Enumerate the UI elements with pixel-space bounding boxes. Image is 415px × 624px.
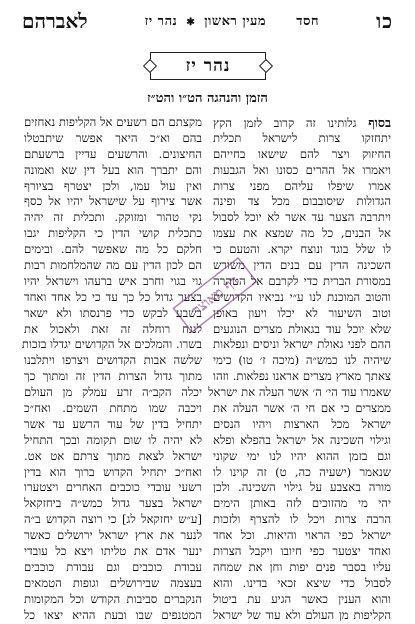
text-line: בהם וא״כ היאך אפשר שיתבטלו (24, 130, 202, 145)
text-line: שנאמר (ישעיה כה, ט) זה קוינו לו (213, 464, 391, 479)
text-line: והוא הענין כאשר הגיע עת ביטול (213, 591, 391, 606)
text-line: נקי טהור ומזוקק. ותכלית זה יהיה (24, 210, 202, 225)
text-line: מקצתם הם רשעים אל הקליפות נאחזים (24, 115, 202, 129)
text-line: אל הבנים, כל מה שמצא את עצמו (213, 226, 391, 241)
text-line: ואח״כ יתחיל הקדוש ברוך הוא בדין (24, 464, 202, 479)
text-line: מורה באצבע על גילוי השכינה. ולכן (213, 480, 391, 495)
text-line: [ע״ש יחזקאל לג] כי רוצה הקדוש ב״ה (24, 512, 202, 527)
chapter-title-frame (150, 52, 266, 80)
text-line: המטנפים שבו ובעת ההיא יצאו כל (24, 607, 202, 622)
text-line: יכלה הקב״ה זרע עמלק מן העולם (24, 385, 202, 400)
text-line: אשר צירוף על שישראל יהיו אל כסף (24, 194, 202, 209)
running-title-chapter: נהר יז (144, 14, 178, 29)
lead-word: בסוף (368, 115, 392, 130)
text-line: בעצמה שבירושלים וגופות הטמאים (24, 575, 202, 590)
text-line: ממצרים כי אם חי ה׳ אשר העלה את (213, 401, 391, 416)
text-line: שלשה אבות הקדושים ויצרפו ויתלבנו (24, 353, 202, 368)
text-line: עליו בסבר פנים יפות וחן את שמחה (213, 559, 391, 574)
text-line: ישראל לצאת מתוך צרתם אט אט. (24, 448, 202, 463)
text-line: יתחזקו צרות לישראל תכלית (213, 130, 391, 145)
text-line: ויכבה שמו מתחת השמים. ואח״כ (24, 401, 202, 416)
left-column (21, 115, 202, 622)
text-line: ואחד יצטער כפי חיובו ויקבל הצרות (213, 544, 391, 559)
text-line: וגם בזמן ההוא יהיו לנו ימי שקוני (213, 448, 391, 463)
text-line: וטוב השיעור לא יכלו ויעון באופן (213, 305, 391, 320)
running-title (145, 13, 320, 29)
text-line: הגדולות שיסובבום מכל צד ופינה (213, 194, 391, 209)
text-line: והטוב המוכנת לנו ע״י נביאיו הקדושים (213, 289, 391, 304)
running-header (22, 8, 393, 34)
text-line: החיצונים. והרשעים עדיין ברשעתם (24, 146, 202, 161)
text-line: ואין עול עמו, ולכן יצטרף בציורף (24, 178, 202, 193)
text-line: בצער גדול כל כך עד כי כל אחד ואחד (24, 289, 202, 304)
text-line: הנקברים סביבות הקודש וכל המקומות (24, 591, 202, 606)
text-line: ההם לפני גאולת ישראל וניסים ונפלאות (213, 337, 391, 352)
text-line: אמרו שיפלו עליהם מפני צרות (213, 178, 391, 193)
text-line: וגילוי השכינה אל ישראל בהפלא ופלא (213, 432, 391, 447)
text-line-content: גלותינו זה קרוב לזמן הקץ (213, 116, 357, 130)
right-column (208, 115, 392, 622)
watermark-text: דף מאוצר (189, 272, 242, 319)
text-line: יהי מי מהזוכים לזה באותן הימים (213, 496, 391, 511)
text-line: ויתרבה הצער עד אשר לא יוכל לסבול (213, 210, 391, 225)
text-line: שיהיה לנו כמש״ה (מיכה ז׳ טו) כימי (213, 353, 391, 368)
text-line: ישראל כפי הראוי והיאות. וכל אחד (213, 528, 391, 543)
text-line: ישראל בצער גדול כמש״ה ביחזקאל (24, 496, 202, 511)
text-line: כתכלית קושי הדין כי הקליפות יגבו (24, 226, 202, 241)
text-line: והם יתברך הוא בעל דין שא ואמונה (24, 162, 202, 177)
text-line: בשבע לבקש כדי פרנסתו ולא ישאר (24, 305, 202, 320)
text-line: החיזוק ויצר להם שישאו בחייהם (213, 146, 391, 161)
text-line: הם לכון הדין עם מה שהמלחמות רבות (24, 258, 202, 273)
text-line: לנגח רוחלה זה זאת ולאכול את (24, 321, 202, 336)
text-line: במסורת הברית כדי לקרבם אל הטהרה (213, 273, 391, 288)
running-title-left: חסד (296, 14, 320, 29)
text-line: ינער אדם את טליתו ויצא כל עובדי (24, 544, 202, 559)
text-line: בשרו. והמלכים אל הקדושים יגדלו בזכות (21, 337, 202, 352)
text-line: מתוך גדול הצרות הדין זה ומתוך כך (24, 369, 202, 384)
book-title: לאברהם (22, 8, 88, 33)
star-separator-icon: ✱ (186, 17, 196, 28)
text-line (213, 115, 391, 131)
text-columns (21, 115, 392, 622)
running-title-part: מעין ראשון (204, 14, 267, 29)
page-number: כו (376, 8, 393, 33)
text-line: ויאמרו אל ההרים כסונו ואל הגבעות (213, 162, 391, 177)
text-line: לסבול כדי שיצא זכאי בדינו. והוא (213, 575, 391, 590)
text-line: עבודת כוכבים וגם עבודת כוכבים (24, 559, 202, 574)
text-line: רשעי עובדי כוכבים האחרים ויצטערו (24, 480, 202, 495)
text-line: ישראל מכל הארצות ויהיו הנסים (213, 416, 391, 431)
text-line: חלקם כל מה שאפשר להם. ובימים (24, 242, 202, 257)
text-line: צאתך מארץ מצרים אראנו נפלאות. וזהו (213, 369, 391, 384)
text-line: הרבה צרות ויכל לו להצרף ולזכות (213, 512, 391, 527)
chapter-title: נהר יז (185, 56, 231, 76)
text-line: גוי בגוי וחרב איש ברעהו וישראל יהיו (24, 273, 202, 288)
text-line: שלא יוכל עוד בגאולת מצרים הנוגעים (213, 321, 391, 336)
section-heading: הזמן והנהגה הט״ו והט״ז (147, 91, 268, 106)
text-line: לו שלל בוגד ונוצח יקרא. והטעם כי (213, 242, 391, 257)
text-line: לנער את ארץ ישראל ירושלים כאשר (24, 528, 202, 543)
text-line: השכינה הדין עם בנים הדין משורש (213, 258, 391, 273)
text-line: הקליפות מן העולם ולא עוד של ישראל (213, 607, 391, 622)
text-line: שאמרו עוד הי׳ ה׳ אשר העלה את ישראל (208, 385, 391, 400)
text-line: יתחיל בדין של עוד הרשע עד אשר (24, 416, 202, 431)
text-line: לא יהיה לו שום תקומה ובכך התחיל (24, 432, 202, 447)
